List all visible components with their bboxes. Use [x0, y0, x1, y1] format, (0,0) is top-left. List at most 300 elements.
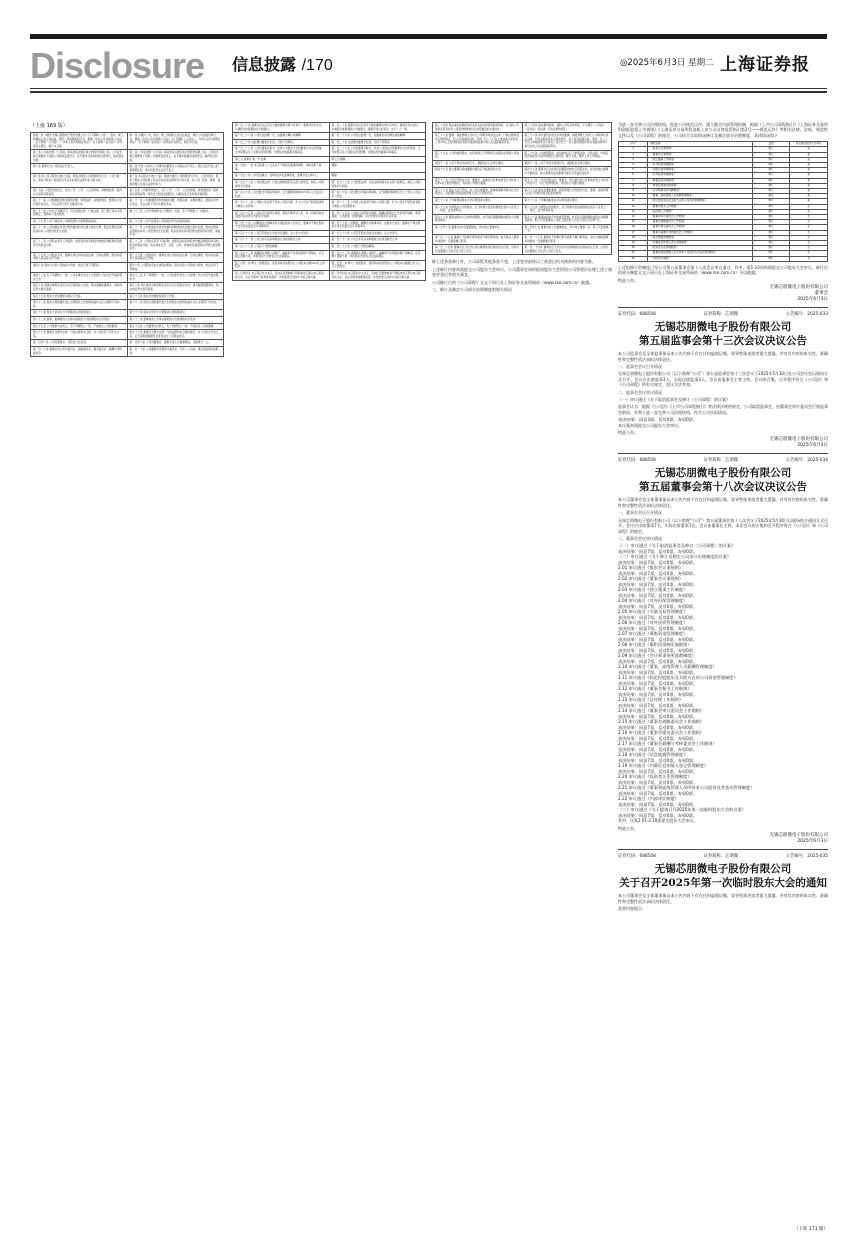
- original-article-cell: 第七章 监事会 第一节 监事: [233, 156, 330, 163]
- table-cell: 修订: [752, 152, 790, 157]
- revised-article-cell: 第一百九十三条 清算组在清理公司财产、编制资产负债表和财产清单后，应当制订清算方案，并报股东会或者人民法院确认。: [329, 250, 426, 260]
- company-name: 无锡芯朋微电子股份有限公司: [654, 863, 792, 876]
- table-cell: 《防范控股股东及关联方占用公司资金管理制度》: [648, 199, 753, 204]
- revised-article-cell: 第五十三条 公司召开股东会，董事会、审计委员会以及单独或者合计持有公司百分之一以上股份的股东，有权向公司提出提案。: [522, 177, 612, 187]
- resolution-item: 2.16 审议通过《董事会提名委员会工作细则》: [618, 730, 705, 736]
- table-row: [31, 310, 224, 317]
- resolution-item: 2.08 审议通过《累积投票制实施细则》: [618, 642, 692, 648]
- table-cell: 是: [790, 178, 828, 183]
- resolution-item: 2.05 审议通过《关联交易管理制度》: [618, 609, 688, 615]
- revised-article-cell: 第一百二十四条 董事会应当对会议所议事项的决定做成会议记录，出席会议的董事应当在会议记录上签名。: [522, 245, 612, 255]
- original-article-cell: 第八条 董事长为公司的法定代表人。: [31, 164, 128, 174]
- table-cell: 否: [790, 251, 828, 256]
- table-cell: 20: [619, 246, 648, 251]
- stock-code: 证券代码：688508: [618, 854, 656, 860]
- vote-result: 表决结果：同意7票，反对0票，弃权0票。: [618, 603, 698, 609]
- table-row: [31, 340, 224, 347]
- table-cell: 《累积投票制实施细则》: [648, 183, 753, 188]
- table-row: [233, 244, 426, 251]
- resolution-item: 2.02 审议通过《董事会议事规则》: [618, 576, 684, 582]
- vote-result: 表决结果：同意7票，反对0票，弃权0票。: [618, 581, 698, 587]
- original-article-cell: 第一百三十七条 公司设董事会秘书，负责公司股东大会和董事会会议的筹备、文件保管以及公司股东资料管理，办理信息披露事务等事宜。: [233, 146, 330, 156]
- table-row: [233, 230, 426, 237]
- table-row: [433, 133, 612, 150]
- revised-article-cell: 第三十六条 审计委员会成员以外的董事、高级管理人员执行公司职务时违反法律、行政法规或者本章程的规定，给公司造成损失的，连续一百八十日以上单独或者合计持有公司百分之一以上股份的股东有权书面请求审计委员会向人民法院提起诉讼。: [522, 133, 612, 150]
- announcement-subject: 第五届监事会第十三次会议决议公告: [639, 335, 807, 348]
- revised-article-cell: 删除: [329, 163, 426, 173]
- revised-article-cell: 第四十一条 公司下列对外担保行为，须经股东会审议通过。: [522, 160, 612, 167]
- resolution-item: 2.04 审议通过《对外担保管理制度》: [618, 598, 688, 604]
- original-article-cell: 第一百七十条 公司聘用会计师事务所必须由股东大会决定，董事会不得在股东大会决定前委任会计师事务所。: [233, 220, 330, 230]
- vote-result: 表决结果：同意7票，反对0票，弃权0票。: [618, 592, 698, 598]
- original-article-cell: 第一百二十条 董事会会议应有过半数的董事出席方可举行。董事会作出决议，必须经全体董事的过半数通过。: [233, 123, 330, 133]
- original-article-cell: 第七十六条 股东大会决议分为普通决议和特别决议。: [31, 310, 128, 317]
- signer-board: 董事会: [814, 291, 828, 297]
- ann-paragraph: 本议案尚需提交公司股东大会审议。: [618, 422, 682, 428]
- table-cell: 否: [790, 235, 828, 240]
- original-article-cell: 第四十三条 有下列情形之一的，公司在事实发生之日起两个月以内召开临时股东大会。: [31, 273, 128, 283]
- table-row: [233, 123, 426, 133]
- original-article-cell: 第一百五十条 公司设监事会。监事会由3名监事组成，监事会设主席1人。: [233, 173, 330, 180]
- vote-result: 表决结果：同意7票，反对0票，弃权0票。: [618, 812, 698, 818]
- revised-article-cell: 第八十二条 董事候选人名单以提案的方式提请股东会表决。: [127, 316, 224, 323]
- resolution-item: （三）审议通过《关于提请召开2025年第一次临时股东大会的议案》: [618, 807, 746, 813]
- table-row: [31, 300, 224, 310]
- amendment-closing-text: [432, 259, 612, 292]
- revised-article-cell: 第一百八十一条 公司合并可以采取吸收合并或者新设合并。: [329, 237, 426, 244]
- ann-paragraph: 无锡芯朋微电子股份有限公司（以下简称“公司”）第五届董事会第十八次会议于2025年5月30日以现场结合通讯方式召开。会议应出席董事7名，实际出席董事7名。会议由董事长主持。本次会议的召集和召开程序符合《公司法》和《公司章程》的规定。: [618, 517, 828, 534]
- original-article-cell: 第二十七条 公司不接受本公司的股票作为质押权的标的。: [31, 218, 128, 225]
- original-article-cell: 第一百零六条 公司设董事会，对股东大会负责。: [31, 340, 128, 347]
- vote-result: 表决结果：同意7票，反对0票，弃权0票。: [618, 757, 698, 763]
- table-cell: 12: [619, 204, 648, 209]
- announcement-separator: [618, 453, 828, 454]
- table-cell: 17: [619, 230, 648, 235]
- column-3: [432, 122, 612, 1232]
- announcement-number: 公告编号：2025-033: [785, 312, 828, 318]
- ann-paragraph: 重要内容提示：: [618, 905, 646, 911]
- table-row: [433, 235, 612, 245]
- resolution-list: [618, 543, 828, 818]
- ann-paragraph: 二、监事会会议审议情况: [618, 389, 662, 395]
- resolution-item: 2.10 审议通过《董事、高级管理人员薪酬管理制度》: [618, 664, 717, 670]
- revised-article-cell: 第六十二条 股东出具的委托他人出席股东会的授权委托书应当载明下列内容。: [127, 300, 224, 310]
- table-cell: 否: [790, 256, 828, 261]
- table-cell: 2: [619, 152, 648, 157]
- table-cell: 修订: [752, 189, 790, 194]
- revised-article-cell: 第三十九条 公司控股股东、实际控制人应当依照法律、行政法规、中国证监会和证券交易所的规定行使权利、履行义务，维护上市公司利益。: [522, 150, 612, 160]
- revised-article-cell: 第一条 为维护公司、股东、职工和债权人的合法权益，规范公司的组织和行为，根据《中华人民共和国公司法》（以下简称《公司法》）、《中华人民共和国证券法》（以下简称《证券法》）和其他有关规定，制定本章程。: [127, 133, 224, 150]
- stock-code: 证券代码：688508: [618, 458, 656, 464]
- original-article-cell: 第五十条 监事会或股东决定自行召集股东大会的，须书面通知董事会，同时向证券交易所备案。: [31, 283, 128, 293]
- revised-article-cell: 第一百三十条 总经理对董事会负责，行使下列职权。: [329, 139, 426, 146]
- announcement-number: 公告编号：2025-035: [785, 854, 828, 860]
- revised-article-cell: 第一百一十五条 董事长不能履行职务或者不履行职务的，由过半数的董事共同推举一名董事履行职务。: [522, 235, 612, 245]
- original-article-cell: 第一百六十二条 公司的公积金用于弥补公司的亏损、扩大公司生产经营或者转为增加公司资本。: [233, 200, 330, 210]
- ann-paragraph: 监事会认为：根据《公司法》《上市公司章程指引》等法律法规的规定，公司取消监事会，由董事会审计委员会行使监事会职权，有利于进一步完善公司治理结构，符合公司实际情况。: [618, 404, 828, 415]
- stock-abbr: 证券简称：芯朋微: [703, 854, 739, 860]
- table-row: [31, 164, 224, 174]
- table-cell: 修订: [752, 199, 790, 204]
- table-row: [433, 197, 612, 204]
- announcement-separator: [618, 849, 828, 850]
- table-row: [233, 139, 426, 146]
- continuation-note: （上接 169 版）: [30, 123, 68, 129]
- vote-result: 表决结果：同意7票，反对0票，弃权0票。: [618, 614, 698, 620]
- table-cell: 修订: [752, 241, 790, 246]
- original-article-cell: 第一百八十一条 公司合并可以采取吸收合并或者新设合并。: [233, 237, 330, 244]
- table-row: [31, 346, 224, 356]
- vote-result: 表决结果：同意7票，反对0票，弃权0票。: [618, 724, 698, 730]
- resolution-item: （一）审议通过《关于取消监事会及修订〈公司章程〉的议案》: [618, 543, 736, 549]
- original-article-cell: 第六十七条 股东大会召开时，本公司全体董事、监事和董事会秘书应当出席会议，总经理和其他高级管理人员应当列席会议。: [433, 187, 523, 197]
- rules-intro: 为进一步完善公司治理结构，促进公司规范运作，建立健全内部管理机制，根据《上市公司章程指引》《上海证券交易所科创板股票上市规则》《上海证券交易所科创板上市公司自律监管指引第1号——规范运作》等相关法律、法规、规范性文件以及《公司章程》的规定，公司结合实际情况修订及制定部分治理制度，具体情况如下：: [618, 122, 828, 138]
- announcement-meta: [618, 854, 828, 860]
- original-article-cell: 第九十六条 董事由股东大会选举或更换，并可在任期届满前由股东大会解除其职务。: [433, 214, 523, 224]
- table-cell: 《内幕信息知情人登记管理制度》: [648, 241, 753, 246]
- articles-comparison-table-2: [232, 122, 426, 281]
- table-cell: 8: [619, 183, 648, 188]
- revised-article-cell: 第七章 删除: [329, 156, 426, 163]
- revised-article-cell: 第十条 本章程自生效之日起，即成为规范公司的组织与行为、公司与股东、股东与股东之间权利义务关系的具有法律约束力的文件，对公司、股东、董事、高级管理人员具有法律约束力。: [127, 174, 224, 188]
- table-cell: 修订: [752, 225, 790, 230]
- table-row: [433, 167, 612, 177]
- table-row: [31, 174, 224, 188]
- revised-article-cell: 第二百零一条 释义：控股股东，是指其持有的股份占公司股本总额超过百分之五十的股东。: [329, 260, 426, 270]
- column-1: [30, 122, 224, 1232]
- revised-article-cell: 第四十三条 有下列情形之一的，公司在事实发生之日起两个月以内召开临时股东会。: [127, 273, 224, 283]
- table-cell: 是: [790, 194, 828, 199]
- closing-paragraph: 上述修订内容尚需提交公司股东大会审议。公司董事会同时提请股东大会授权公司管理层办理上述工商变更登记等相关事宜。: [432, 266, 612, 278]
- table-cell: 否: [790, 204, 828, 209]
- table-row: [233, 250, 426, 260]
- vote-result: 表决结果：同意7票，反对0票，弃权0票。: [618, 746, 698, 752]
- original-article-cell: 第一百九十三条 清算组在清理公司财产、编制资产负债表和财产清单后，应当制定清算方案，并报股东大会或者人民法院确认。: [233, 250, 330, 260]
- table-cell: 修订: [752, 204, 790, 209]
- table-row: [233, 260, 426, 270]
- revised-article-cell: 第一百二十条 董事会会议应有过半数的董事出席方可举行。董事会作出决议，必须经全体董事的过半数通过。董事会决议的表决，实行一人一票。: [329, 123, 426, 133]
- ann-paragraph: 二、董事会会议审议情况: [618, 535, 662, 541]
- original-article-cell: 第二条 公司系依照《公司法》和其他有关规定成立的股份有限公司。公司由无锡芯朋微电子有限公司整体变更设立，在无锡市行政审批局注册登记，取得营业执照。: [31, 150, 128, 164]
- paper-name: 上海证券报: [720, 55, 810, 75]
- vote-result: 表决结果：同意7票，反对0票，弃权0票。: [618, 713, 698, 719]
- table-row: [233, 163, 426, 173]
- original-article-cell: 第八十九条 出席股东大会的股东，应当对提交表决的提案发表以下意见之一：同意、反对或弃权。: [433, 204, 523, 214]
- table-row: [31, 316, 224, 323]
- table-cell: 修订: [752, 157, 790, 162]
- table-cell: 修订: [752, 209, 790, 214]
- resolution-item: （二）审议通过《关于修订及制定公司部分治理制度的议案》: [618, 554, 732, 560]
- table-cell: 《投资者关系管理制度》: [648, 246, 753, 251]
- table-row: [31, 330, 224, 340]
- articles-comparison-table-1: [30, 132, 224, 357]
- original-article-cell: 第六十二条 股东出具的委托他人出席股东大会的授权委托书应当载明下列内容。: [31, 300, 128, 310]
- table-row: [31, 252, 224, 262]
- table-cell: 否: [790, 209, 828, 214]
- table-cell: 5: [619, 168, 648, 173]
- table-row: [31, 198, 224, 208]
- sign-date: 2025年6月3日: [797, 297, 828, 303]
- revised-article-cell: 第六十七条 股东会要求董事、高级管理人员列席会议的，董事、高级管理人员应当列席并接受股东的质询。: [522, 187, 612, 197]
- table-cell: 18: [619, 235, 648, 240]
- original-article-cell: 第一百一十条 董事会设立审计委员会、战略委员会、提名委员会、薪酬与考核委员会。: [31, 346, 128, 356]
- table-cell: 是: [790, 183, 828, 188]
- vote-result: 表决结果：同意7票，反对0票，弃权0票。: [618, 790, 698, 796]
- table-cell: 修订: [752, 235, 790, 240]
- original-article-cell: 原第一条 为维护无锡芯朋微电子股份有限公司（以下简称“公司”）、股东、职工和债权人的合法权益，规范公司的组织和行为，根据《中华人民共和国公司法》（以下简称《公司法》）、《中华人民共和国证券法》（以下简称《证券法》）和其他有关规定，制订本章程。: [31, 133, 128, 150]
- revised-article-cell: 第一百五十七条 公司依照法律、行政法规和国家有关部门的规定，制定公司的财务会计制度。: [329, 179, 426, 189]
- table-cell: 《董事会战略委员会工作细则》: [648, 220, 753, 225]
- original-article-cell: 第一百二十六条 公司设总经理一名，由董事会聘任或解聘。: [233, 133, 330, 140]
- table-row: [233, 133, 426, 140]
- table-cell: 15: [619, 220, 648, 225]
- revised-article-cell: 第三十三条 公司股东享有下列权利：依照其所持有的股份份额获得股利和其他形式的利益分配；依法请求召开、召集、主持、参加或者委派股东代理人参加股东会。: [127, 239, 224, 253]
- table-row: [233, 146, 426, 156]
- table-cell: 21: [619, 251, 648, 256]
- announcement-subject: 第五届董事会第十八次会议决议公告: [639, 481, 807, 494]
- table-cell: 9: [619, 189, 648, 194]
- table-row: [31, 133, 224, 150]
- table-row: [31, 323, 224, 330]
- table-cell: 是: [790, 163, 828, 168]
- resolution-item: 2.21 审议通过《董事和高级管理人员所持本公司股份及其变动管理制度》: [618, 785, 755, 791]
- table-cell: 4: [619, 163, 648, 168]
- table-row: [433, 245, 612, 255]
- governance-rules-table: [618, 141, 828, 262]
- announcement-title: [618, 320, 828, 348]
- table-cell: 《股东会议事规则》: [648, 147, 753, 152]
- revised-article-cell: 第一百三十七条 公司设董事会秘书，负责公司股东会和董事会会议的筹备、文件保管以及公司股东资料管理，办理信息披露事务等事宜。: [329, 146, 426, 156]
- original-article-cell: 第四十七条 独立董事有权向董事会提议召开临时股东大会。: [433, 167, 523, 177]
- table-cell: 14: [619, 215, 648, 220]
- revised-article-cell: 删除: [329, 173, 426, 180]
- table-row: [31, 273, 224, 283]
- table-cell: 16: [619, 225, 648, 230]
- table-row: [233, 190, 426, 200]
- table-row: [433, 214, 612, 224]
- table-row: [433, 204, 612, 214]
- resolution-item: 2.18 审议通过《信息披露管理制度》: [618, 752, 688, 758]
- vote-result: 表决结果：同意7票，反对0票，弃权0票。: [618, 625, 698, 631]
- revised-article-cell: 第三十五条 公司股东会、董事会决议内容违反法律、行政法规的，股东有权请求人民法院认定无效。: [127, 252, 224, 262]
- table-cell: 《内部审计制度》: [648, 256, 753, 261]
- sign-date: 2025年6月3日: [797, 839, 828, 845]
- table-cell: 《董事会薪酬与考核委员会工作细则》: [648, 230, 753, 235]
- table-cell: 11: [619, 199, 648, 204]
- table-cell: 1: [619, 147, 648, 152]
- header-cell: 是否提交股东大会审议: [790, 142, 828, 147]
- revised-article-cell: 第七十八条 下列事项由股东会以特别决议通过。: [522, 197, 612, 204]
- revised-article-cell: 第九十七条 董事应当遵守法律、行政法规和本章程的规定，对公司负有忠实义务，应当采取措施避免自身利益与公司利益冲突。: [127, 330, 224, 340]
- resolution-item: 2.13 审议通过《总经理工作细则》: [618, 697, 684, 703]
- table-cell: 否: [790, 241, 828, 246]
- announcement-title: [618, 862, 828, 890]
- announcement-subject: 关于召开2025年第一次临时股东大会的通知: [619, 877, 827, 890]
- table-cell: 修订: [752, 183, 790, 188]
- header-rule-thin: [30, 88, 827, 89]
- revised-article-cell: 第二十七条 公司不接受本公司的股份作为质权的标的。: [127, 218, 224, 225]
- original-article-cell: 第三十九条 公司的控股股东、实际控制人不得利用其关联关系损害公司利益。: [433, 150, 523, 160]
- revised-article-cell: 第一百零六条 公司设董事会，董事会由七名董事组成，设董事长一人。: [127, 340, 224, 347]
- revised-article-cell: 第一百零七条 董事会由七名董事组成，其中独立董事三名、职工代表董事一名。: [522, 224, 612, 234]
- table-cell: 19: [619, 241, 648, 246]
- closing-paragraph: 除上述条款修订外，公司章程其他条款不变，上述变更最终以工商登记机关核准的内容为准。: [432, 259, 596, 265]
- original-article-cell: 第二十一条 公司根据经营和发展的需要，依照法律、法规的规定，经股东大会分别作出决议，可以采用下列方式增加资本。: [31, 198, 128, 208]
- table-cell: 3: [619, 157, 648, 162]
- ann-paragraph: 一、董事会会议召开情况: [618, 510, 662, 516]
- original-article-cell: 第一百三十条 总经理对董事会负责，行使下列职权。: [233, 139, 330, 146]
- ann-paragraph: （一）审议通过《关于取消监事会及修订〈公司章程〉的议案》: [618, 396, 730, 402]
- table-row: [233, 173, 426, 180]
- table-cell: 《董事会审计委员会工作细则》: [648, 215, 753, 220]
- special-notice: 特此公告。: [618, 277, 638, 283]
- vote-result: 表决结果：同意7票，反对0票，弃权0票。: [618, 735, 698, 741]
- top-rule: [30, 34, 827, 39]
- vote-result: 表决结果：同意7票，反对0票，弃权0票。: [618, 669, 698, 675]
- resolution-item: 2.09 审议通过《会计师事务所选聘制度》: [618, 653, 696, 659]
- table-cell: 22: [619, 256, 648, 261]
- table-cell: 是: [790, 147, 828, 152]
- table-cell: 《独立董事工作制度》: [648, 157, 753, 162]
- revised-article-cell: 第四十七条 董事会应当在规定的期限内按时召集股东会。经全体独立董事过半数同意，独立董事有权向董事会提议召开临时股东会。: [522, 167, 612, 177]
- table-cell: 7: [619, 178, 648, 183]
- company-name: 无锡芯朋微电子股份有限公司: [654, 321, 792, 334]
- signer: 无锡芯朋微电子股份有限公司: [769, 833, 828, 839]
- original-article-cell: 第十条 本公司章程自生效之日起，即成为规范公司的组织与行为、公司与股东、股东与股东之间权利义务关系的具有法律约束力的文件。: [31, 174, 128, 188]
- vote-result: 表决结果：同意7票，反对0票，弃权0票。: [618, 559, 698, 565]
- table-cell: 修订: [752, 173, 790, 178]
- original-article-cell: 第一百八十七条 公司因下列原因解散。: [233, 244, 330, 251]
- header-rule-thick: [30, 91, 827, 93]
- table-cell: 《董事会议事规则》: [648, 152, 753, 157]
- announcement-title: [618, 466, 828, 494]
- revised-article-cell: 第三十四条 股东要求查阅、复制公司有关材料的，应当遵守《公司法》《证券法》等法律、行政法规的规定。: [522, 123, 612, 133]
- table-row: [233, 200, 426, 210]
- revised-article-cell: 第十五条 公司股份的发行，实行公开、公平、公正的原则，同类别的每一股份具有同等权利。同次发行的同类别股份，每股的发行条件和价格相同。: [127, 188, 224, 198]
- original-article-cell: 第十五条 公司股份的发行，实行公开、公平、公正的原则，同种类的每一股份应当具有同等权利。: [31, 188, 128, 198]
- original-article-cell: 第四十一条 公司下列对外担保行为，须经股东大会审议通过。: [433, 160, 523, 167]
- revised-article-cell: 第二十三条 公司不得收购本公司股份。但是，有下列情形之一的除外。: [127, 208, 224, 218]
- table-cell: 修订: [752, 168, 790, 173]
- vote-result: 表决结果：同意7票，反对0票，弃权0票。: [618, 570, 698, 576]
- announcement-meta: [618, 312, 828, 318]
- table-cell: 是: [790, 157, 828, 162]
- revised-article-cell: 第三十一条 公司依据证券登记结算机构提供的凭证建立股东名册，股东名册是证明股东持有公司股份的充分证据。股东按其所持有股份的类别享有权利，承担义务。: [127, 225, 224, 239]
- original-article-cell: 第八十二条 董事、监事候选人名单以提案的方式提请股东大会表决。: [31, 316, 128, 323]
- table-cell: 《董事和高级管理人员所持本公司股份及其变动管理制度》: [648, 251, 753, 256]
- table-cell: 制定: [752, 194, 790, 199]
- table-cell: 修订: [752, 220, 790, 225]
- revised-article-cell: 第八十九条 出席股东会的股东，应当对提交表决的提案发表以下意见之一：同意、反对或者弃权。: [522, 204, 612, 214]
- issue-date: ◎2025年6月3日 星期二: [620, 58, 714, 68]
- table-row: [31, 208, 224, 218]
- stock-code: 证券代码：688508: [618, 312, 656, 318]
- table-row: [31, 150, 224, 164]
- signer: 无锡芯朋微电子股份有限公司: [769, 285, 828, 291]
- revised-article-cell: 第一百一十条 公司董事会设置审计委员会，行使《公司法》规定的监事会的职权。: [127, 346, 224, 356]
- resolution-item: 2.17 审议通过《董事会薪酬与考核委员会工作细则》: [618, 741, 717, 747]
- original-article-cell: 第七十八条 下列事项由股东大会以特别决议通过。: [433, 197, 523, 204]
- header-cell: 序号: [619, 142, 648, 147]
- closing-paragraph: 公司修订后的《公司章程》全文于同日在上海证券交易所网站（www.sse.com.cn）披露。: [432, 279, 594, 285]
- vote-result: 表决结果：同意7票，反对0票，弃权0票。: [618, 636, 698, 642]
- table-row: [31, 283, 224, 293]
- original-article-cell: 第三十一条 公司依据证券登记机构提供的凭证建立股东名册，股东名册是证明股东持有公司股份的充分证据。: [31, 225, 128, 239]
- company-name: 无锡芯朋微电子股份有限公司: [654, 467, 792, 480]
- table-cell: 否: [790, 230, 828, 235]
- revised-article-cell: 第一百八十七条 公司因下列原因解散。: [329, 244, 426, 251]
- brand-logo: Disclosure: [30, 45, 205, 86]
- revised-article-cell: 第二条 公司系依照《公司法》和其他有关规定成立的股份有限公司。公司由无锡芯朋微电子有限公司整体变更设立，在无锡市数据局注册登记，取得营业执照。: [127, 150, 224, 164]
- resolution-item: 2.11 审议通过《防范控股股东及关联方占用公司资金管理制度》: [618, 675, 738, 681]
- resolution-item: 2.07 审议通过《募集资金管理制度》: [618, 631, 688, 637]
- announcement-meta: [618, 458, 828, 464]
- table-row: [31, 225, 224, 239]
- vote-result: 表决结果：同意7票，反对0票，弃权0票。: [618, 779, 698, 785]
- rules-after-text: 上述拟修订的制度已经公司第五届董事会第十八次会议审议通过，其中，第1-10项尚需提交公司股东大会审议。修订后的部分制度全文于同日在上海证券交易所网站（www.sse.com.cn）予以披露。: [618, 264, 828, 276]
- original-article-cell: 第五十三条 公司召开股东大会，董事会、监事会以及单独或者合并持有公司3%以上股份的股东，有权向公司提出提案。: [433, 177, 523, 187]
- table-cell: 修订: [752, 215, 790, 220]
- stock-abbr: 证券简称：芯朋微: [703, 312, 739, 318]
- original-article-cell: 第五十五条 股东大会的通知包括以下内容。: [31, 293, 128, 300]
- table-row: [233, 237, 426, 244]
- table-cell: 《募集资金管理制度》: [648, 178, 753, 183]
- revised-article-cell: 第九十五条 公司董事为自然人，有下列情形之一的，不能担任公司的董事。: [127, 323, 224, 330]
- revised-article-cell: 第一百六十五条 公司实行内部审计制度，明确内部审计工作的领导体制、职责权限、人员配备、经费保障、审计结果运用和责任追究等。: [329, 210, 426, 220]
- table-row: [433, 224, 612, 234]
- original-article-cell: 第三十三条 公司股东享有下列权利：依照其所持有的股份份额获得股利和其他形式的利益分配。: [31, 239, 128, 253]
- original-article-cell: 第一百六十五条 公司实行内部审计制度，配备专职审计人员，对公司财务收支和经济活动进行内部审计监督。: [233, 210, 330, 220]
- original-article-cell: 第三十六条 董事、高级管理人员执行公司职务时违反法律、行政法规或者本章程的规定，给公司造成损失的，连续一百八十日以上单独或合并持有公司1%以上股份的股东有权书面请求监事会向人民法院提起诉讼。: [433, 133, 523, 150]
- table-row: [31, 293, 224, 300]
- revised-article-cell: 第二百零四条 本章程以中文书写，其他任何语种或者不同版本的章程与本章程有歧义时，以在无锡市数据局最近一次核准登记后的中文版章程为准。: [329, 271, 426, 281]
- next-page-note: （下转 171 版）: [794, 1227, 828, 1232]
- vote-result: 表决结果：同意7票，反对0票，弃权0票。: [618, 801, 698, 807]
- revised-article-cell: 第九十六条 董事由股东会选举或者更换，并可在任期届满前由股东会解除其职务。职工代表董事由公司职工通过职工代表大会民主选举产生。: [522, 214, 612, 224]
- resolution-item: 2.03 审议通过《独立董事工作制度》: [618, 587, 688, 593]
- original-article-cell: 第三十五条 公司股东大会、董事会决议内容违反法律、行政法规的，股东有权请求人民法院认定无效。: [31, 252, 128, 262]
- resolution-item: 2.20 审议通过《投资者关系管理制度》: [618, 774, 692, 780]
- table-cell: 《对外投资管理制度》: [648, 173, 753, 178]
- ann-paragraph: 其中，议案2.01-2.10需提交股东大会审议。: [618, 818, 698, 824]
- table-row: [31, 263, 224, 273]
- table-cell: 《总经理工作细则》: [648, 209, 753, 214]
- vote-result: 表决结果：同意7票，反对0票，弃权0票。: [618, 548, 698, 554]
- table-cell: 10: [619, 194, 648, 199]
- sign-date: 2025年6月3日: [797, 443, 828, 449]
- table-cell: 《董事会秘书工作细则》: [648, 204, 753, 209]
- original-article-cell: 第一百六十条 公司分配当年税后利润时，应当提取利润的10%列入公司法定公积金。: [233, 190, 330, 200]
- table-cell: 《信息披露管理制度》: [648, 235, 753, 240]
- revised-article-cell: 第五十条 审计委员会或者股东决定自行召集股东会的，须书面通知董事会，同时向证券交易所备案。: [127, 283, 224, 293]
- announcement-separator: [618, 307, 828, 308]
- table-row: [433, 123, 612, 133]
- vote-result: 表决结果：同意7票，反对0票，弃权0票。: [618, 658, 698, 664]
- original-article-cell: 第三十四条 股东提出查阅前条所述有关信息或者索取资料的，应当向公司提供证明其持有公司股份的种类以及持股数量的书面文件。: [433, 123, 523, 133]
- table-cell: 否: [790, 220, 828, 225]
- revised-article-cell: 第一百二十六条 公司设总经理一名，由董事会决定聘任或者解聘。: [329, 133, 426, 140]
- table-cell: 修订: [752, 251, 790, 256]
- ann-paragraph: 本公司董事会及全体董事保证本公告内容不存在任何虚假记载、误导性陈述或者重大遗漏，并对其内容的真实性、准确性和完整性依法承担法律责任。: [618, 497, 828, 508]
- original-article-cell: 第一百四十一条 本章程第九十五条关于不得担任董事的情形、同时适用于监事。: [233, 163, 330, 173]
- table-cell: 是: [790, 152, 828, 157]
- table-cell: 6: [619, 173, 648, 178]
- table-cell: 修订: [752, 246, 790, 251]
- table-cell: 是: [790, 173, 828, 178]
- original-article-cell: 第二十三条 公司在下列情况下，可以依照法律、行政法规、部门规章和本章程的规定，收购本公司的股份。: [31, 208, 128, 218]
- table-cell: 是: [790, 189, 828, 194]
- special-notice: 特此公告。: [618, 430, 638, 436]
